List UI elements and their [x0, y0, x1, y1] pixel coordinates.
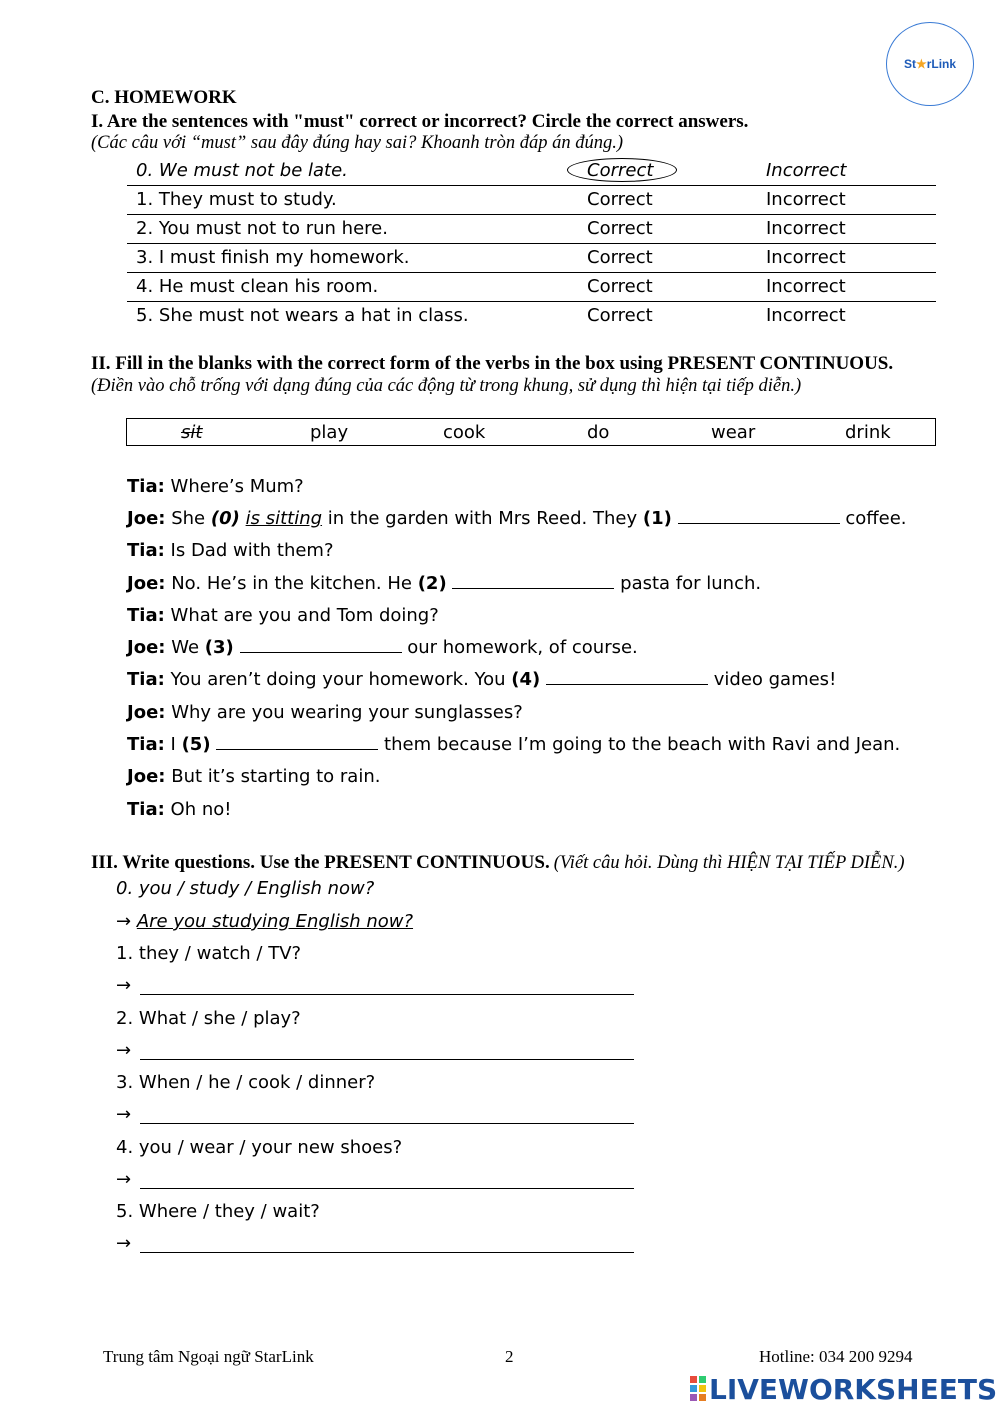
- question-4: 4. you / wear / your new shoes?: [116, 1137, 403, 1158]
- word-box: [126, 418, 936, 446]
- arrow-icon: →: [116, 1040, 132, 1061]
- correct-option[interactable]: Correct: [587, 156, 653, 185]
- blank-1-input[interactable]: [678, 509, 840, 524]
- section-3-title: III. Write questions. Use the PRESENT CONTINUOUS.: [91, 852, 550, 873]
- dialogue-line: Joe: We (3) our homework, of course.: [127, 637, 638, 658]
- dialogue-line: Tia: What are you and Tom doing?: [127, 605, 439, 626]
- word-do: do: [587, 422, 610, 443]
- logo-text-b: rLink: [926, 57, 957, 71]
- correct-option[interactable]: Correct: [587, 276, 653, 297]
- example-prompt: 0. you / study / English now?: [116, 878, 375, 899]
- correct-option[interactable]: Correct: [587, 189, 653, 210]
- arrow-icon: →: [116, 1233, 132, 1254]
- arrow-icon: →: [116, 911, 132, 932]
- word-drink: drink: [845, 422, 891, 443]
- question-2: 2. What / she / play?: [116, 1008, 301, 1029]
- incorrect-option[interactable]: Incorrect: [766, 247, 846, 268]
- question-1: 1. they / watch / TV?: [116, 943, 302, 964]
- correct-option[interactable]: Correct: [587, 247, 653, 268]
- blank-5-input[interactable]: [216, 735, 378, 750]
- section-1-title: I. Are the sentences with "must" correct or incorrect? Circle the correct answers.: [91, 111, 749, 132]
- blank-2-input[interactable]: [452, 574, 614, 589]
- answer-5-input[interactable]: [140, 1252, 634, 1253]
- section-3-heading: [91, 852, 905, 874]
- dialogue-line: Joe: Why are you wearing your sunglasses?: [127, 702, 523, 723]
- dialogue-line: Joe: She (0) is sitting in the garden with Mrs Reed. They (1) coffee.: [127, 508, 907, 529]
- word-wear: wear: [711, 422, 756, 443]
- dialogue-line: Tia: Where’s Mum?: [127, 476, 304, 497]
- table-row-0: [127, 156, 936, 186]
- arrow-icon: →: [116, 975, 132, 996]
- answer-1-input[interactable]: [140, 994, 634, 995]
- arrow-icon: →: [116, 1104, 132, 1125]
- word-cook: cook: [443, 422, 486, 443]
- example-answer-line: [116, 911, 413, 932]
- section-1-subtitle: (Các câu với “must” sau đây đúng hay sai? Khoanh tròn đáp án đúng.): [91, 133, 623, 153]
- example-answer: is sitting: [245, 508, 323, 529]
- answer-4-input[interactable]: [140, 1188, 634, 1189]
- answer-2-input[interactable]: [140, 1059, 634, 1060]
- dialogue-line: Tia: I (5) them because I’m going to the beach with Ravi and Jean.: [127, 734, 901, 755]
- dialogue-line: Tia: You aren’t doing your homework. You (4) video games!: [127, 669, 837, 690]
- incorrect-option[interactable]: Incorrect: [766, 189, 846, 210]
- question-5: 5. Where / they / wait?: [116, 1201, 320, 1222]
- liveworksheets-brand: LIVEWORKSHEETS: [690, 1373, 997, 1406]
- answer-3-input[interactable]: [140, 1123, 634, 1124]
- footer-hotline: Hotline: 034 200 9294: [759, 1347, 913, 1366]
- sentence: 0. We must not be late.: [136, 160, 348, 181]
- section-2-title: II. Fill in the blanks with the correct form of the verbs in the box using PRESENT CONTINUOUS.: [91, 353, 894, 374]
- dialogue-line: Tia: Oh no!: [127, 799, 232, 820]
- example-answer: Are you studying English now?: [136, 911, 414, 932]
- dialogue-line: Joe: No. He’s in the kitchen. He (2) pasta for lunch.: [127, 573, 762, 594]
- sentence: 2. You must not to run here.: [136, 218, 388, 239]
- sentence: 5. She must not wears a hat in class.: [136, 305, 469, 326]
- table-row-1: [127, 185, 936, 215]
- arrow-icon: →: [116, 1169, 132, 1190]
- section-c-title: C. HOMEWORK: [91, 87, 237, 108]
- dialogue-line: Joe: But it’s starting to rain.: [127, 766, 381, 787]
- logo-text-a: St: [903, 57, 916, 71]
- logo-star-icon: ★: [915, 57, 927, 71]
- table-row-4: [127, 272, 936, 302]
- incorrect-option[interactable]: Incorrect: [766, 218, 846, 239]
- word-sit: sit: [181, 422, 203, 443]
- dialogue-line: Tia: Is Dad with them?: [127, 540, 334, 561]
- incorrect-option[interactable]: Incorrect: [766, 160, 847, 181]
- question-3: 3. When / he / cook / dinner?: [116, 1072, 376, 1093]
- circle-mark: [567, 158, 677, 182]
- correct-option[interactable]: Correct: [587, 305, 653, 326]
- correct-option[interactable]: Correct: [587, 218, 653, 239]
- incorrect-option[interactable]: Incorrect: [766, 276, 846, 297]
- blank-3-input[interactable]: [240, 638, 402, 653]
- incorrect-option[interactable]: Incorrect: [766, 305, 846, 326]
- table-row-3: [127, 243, 936, 273]
- blank-4-input[interactable]: [546, 670, 708, 685]
- sentence: 3. I must finish my homework.: [136, 247, 410, 268]
- sentence: 4. He must clean his room.: [136, 276, 379, 297]
- liveworksheets-logo-icon: [690, 1376, 706, 1402]
- starlink-logo: [886, 22, 974, 106]
- section-3-subtitle: (Viết câu hỏi. Dùng thì HIỆN TẠI TIẾP DIỄN.): [553, 853, 905, 873]
- table-row-2: [127, 214, 936, 244]
- footer-page-number: 2: [505, 1347, 514, 1366]
- footer-center-name: Trung tâm Ngoại ngữ StarLink: [103, 1347, 314, 1366]
- sentence: 1. They must to study.: [136, 189, 337, 210]
- table-row-5: [127, 301, 936, 330]
- section-2-subtitle: (Điền vào chỗ trống với dạng đúng của các động từ trong khung, sử dụng thì hiện tại tiếp diễn.): [91, 376, 802, 396]
- word-play: play: [310, 422, 349, 443]
